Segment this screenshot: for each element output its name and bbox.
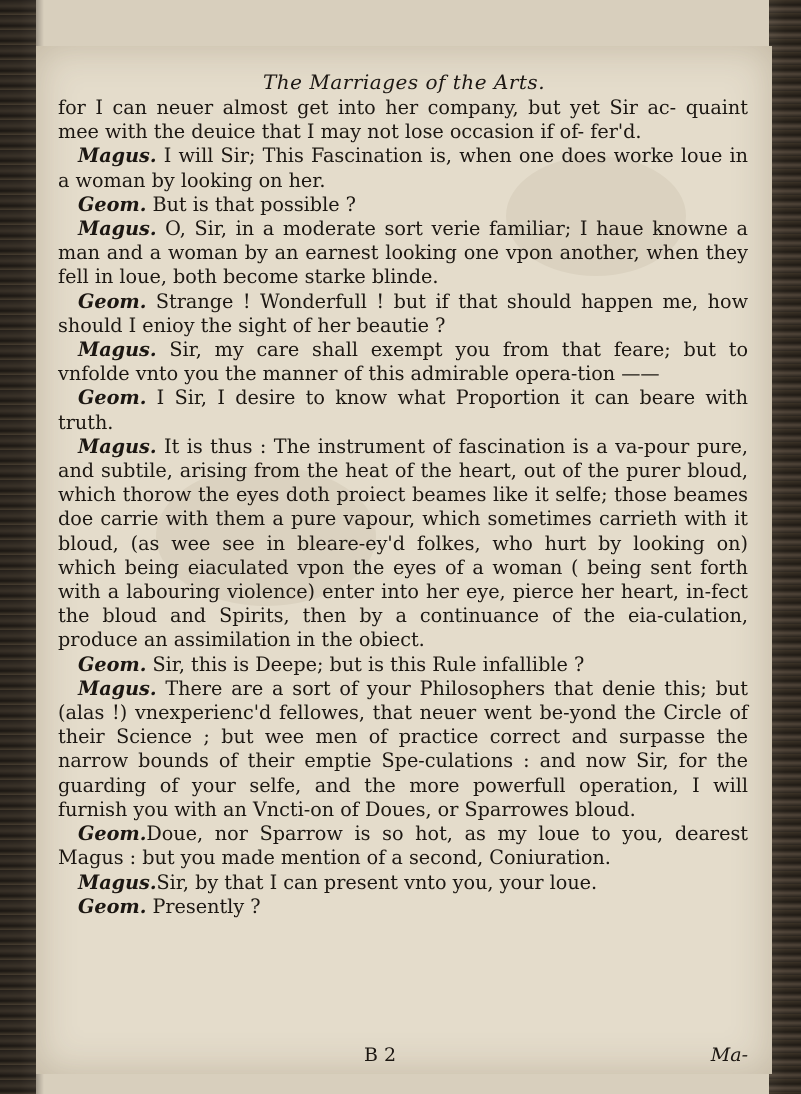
dialogue-paragraph <box>58 144 748 192</box>
text-line: for I can neuer almost get into her company, but yet Sir ac- quaint mee with the deuice that I may not lose occasion if of- fer'd. <box>58 96 748 144</box>
left-page-edge <box>0 0 36 1094</box>
signature-mark: B 2 <box>364 1044 397 1066</box>
speaker-name: Geom. <box>78 386 147 410</box>
dialogue-paragraph <box>58 677 748 822</box>
dialogue-paragraph <box>58 871 748 895</box>
right-page-edge <box>769 0 801 1094</box>
speaker-name: Geom. <box>78 289 147 313</box>
dialogue-paragraph <box>58 895 748 919</box>
speaker-name: Geom. <box>78 894 147 918</box>
dialogue-text: Doue, nor Sparrow is so hot, as my loue to you, dearest Magus : but you made mention of a second, Coniuration. <box>58 822 748 870</box>
speaker-name: Magus. <box>78 338 157 362</box>
dialogue-paragraph <box>58 217 748 290</box>
dialogue-text: Sir, this is Deepe; but is this Rule infallible ? <box>146 652 585 676</box>
dialogue-text: It is thus : The instrument of fascination is a va-pour pure, and subtile, arising from the heat of the heart, out of the purer bloud, which thorow the eyes doth proiect beames like it selfe; those beames doe carrie with them a pure vapour, which sometimes carrieth with it bloud, (as wee see in bleare-ey'd folkes, who hurt by looking on) which being eiaculated vpon the eyes of a woman ( being sent forth with a labouring violence) enter into her eye, pierce her heart, in-fect the bloud and Spirits, then by a continuance of the eia-culation, produce an assimilation in the obiect. <box>58 434 748 652</box>
dialogue-paragraph <box>58 338 748 386</box>
body-text <box>58 96 748 919</box>
dialogue-text: Sir, by that I can present vnto you, your loue. <box>156 870 598 894</box>
speaker-name: Magus. <box>78 870 157 894</box>
dialogue-text: I will Sir; This Fascination is, when one does worke loue in a woman by looking on her. <box>58 144 748 192</box>
speaker-name: Magus. <box>78 676 157 700</box>
dialogue-text: I Sir, I desire to know what Proportion it can beare with truth. <box>58 386 748 434</box>
speaker-name: Magus. <box>78 217 157 241</box>
speaker-name: Geom. <box>78 192 147 216</box>
dialogue-text: Strange ! Wonderfull ! but if that should happen me, how should I enioy the sight of her beautie ? <box>58 289 748 337</box>
speaker-name: Magus. <box>78 144 157 168</box>
dialogue-text: There are a sort of your Philosophers that denie this; but (alas !) vnexperienc'd fellowes, that neuer went be-yond the Circle of their Science ; but wee men of practice correct and surpasse the narrow bounds of their emptie Spe-culations : and now Sir, for the guarding of your selfe, and the more powerfull operation, I will furnish you with an Vncti-on of Doues, or Sparrowes bloud. <box>58 676 748 821</box>
dialogue-text: Presently ? <box>146 894 261 918</box>
dialogue-text: O, Sir, in a moderate sort verie familiar; I haue knowne a man and a woman by an earnest looking one vpon another, when they fell in loue, both become starke blinde. <box>58 217 748 289</box>
dialogue-text: But is that possible ? <box>146 192 356 216</box>
dialogue-paragraph <box>58 386 748 434</box>
dialogue-paragraph <box>58 822 748 870</box>
speaker-name: Geom. <box>78 652 147 676</box>
catchword: Ma- <box>710 1044 748 1066</box>
dialogue-text: Sir, my care shall exempt you from that feare; but to vnfolde vnto you the manner of this admirable opera-tion —— <box>58 338 748 386</box>
dialogue-paragraph <box>58 653 748 677</box>
book-page <box>36 46 772 1074</box>
dialogue-paragraph <box>58 435 748 653</box>
dialogue-paragraph <box>58 193 748 217</box>
dialogue-paragraph <box>58 290 748 338</box>
speaker-name: Magus. <box>78 434 157 458</box>
running-head: The Marriages of the Arts. <box>262 70 546 94</box>
speaker-name: Geom. <box>78 822 147 846</box>
page-footer <box>36 1044 772 1070</box>
